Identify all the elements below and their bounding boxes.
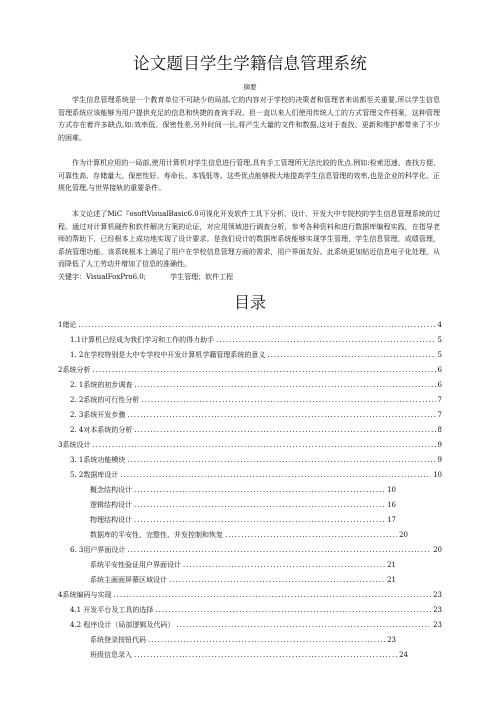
toc-entry[interactable] [90, 635, 396, 645]
keywords-line [58, 272, 233, 282]
toc-entry-text: 1绪论 [58, 321, 77, 329]
toc-leader-dots [176, 621, 431, 629]
toc-entry-text: 2. 4对本系统的分析 [70, 426, 133, 434]
toc-entry-page: 17 [387, 516, 396, 524]
toc-entry-text: 4.1 开发平台及工具的选择 [70, 606, 154, 614]
abstract-paragraph-1: 学生信息管理系统是一个教育单位不可缺少的局部,它的内容对于学校的决策者和管理者来说都至关重要,所以学生信息管理系统应该能够为用户提供充足的信息和快捷的查询手段。但一直以来人们使用传统人工的方式管理文件档案，这种管理方式存在着许多缺点,如:效率低、保密性差,另外时间一长,将产生大量的文件和数据,这对于查找、更新和维护都带来了不少的困难。 [58, 96, 440, 142]
toc-entry[interactable] [58, 590, 442, 600]
toc-leader-dots [148, 636, 385, 644]
toc-entry-page: 23 [433, 591, 442, 599]
toc-entry-page: 6 [437, 381, 442, 389]
toc-entry-page: 9 [437, 456, 442, 464]
toc-entry-page: 20 [433, 546, 442, 554]
toc-entry-page: 23 [433, 606, 442, 614]
toc-entry-page: 8 [437, 426, 442, 434]
toc-entry-text: 概念结构设计 [90, 486, 132, 494]
toc-entry-text: 2. 1系统的初步调查 [70, 381, 133, 389]
keywords-label: 关键字：VisualFoxPro6.0; [58, 273, 147, 281]
toc-entry-text: 5. 2数据库设计 [70, 471, 119, 479]
toc-entry-page: 24 [399, 651, 408, 659]
toc-entry[interactable] [58, 440, 442, 450]
toc-entry-text: 系统平安性验证用户界面设计 [90, 561, 181, 569]
toc-leader-dots [92, 441, 435, 449]
toc-entry-text: 班级信息录入 [90, 651, 132, 659]
toc-entry-text: 1.1计算机已经成为我们学习和工作的得力助手 [70, 336, 215, 344]
toc-leader-dots [127, 411, 435, 419]
toc-leader-dots [92, 366, 435, 374]
toc-entry-text: 2. 2系统的可行性分析 [70, 396, 140, 404]
toc-entry-text: 6. 3用户界面设计 [70, 546, 126, 554]
document-title: 论文题目学生学籍信息管理系统 [133, 54, 367, 73]
toc-entry-text: 系统登录按钮代码 [90, 636, 146, 644]
toc-entry-page: 5 [437, 336, 442, 344]
toc-entry-page: 10 [387, 486, 396, 494]
toc-leader-dots [127, 456, 435, 464]
toc-entry[interactable] [70, 410, 442, 420]
toc-entry-page: 7 [437, 396, 442, 404]
toc-leader-dots [155, 606, 431, 614]
toc-entry[interactable] [90, 515, 396, 525]
toc-leader-dots [134, 651, 397, 659]
toc-entry-page: 21 [387, 576, 396, 584]
toc-entry[interactable] [70, 455, 442, 465]
toc-entry[interactable] [90, 485, 396, 495]
toc-entry-text: 1. 2在学校特别是大中专学校中开发计算机学籍管理系统的意义 [70, 351, 266, 359]
toc-entry[interactable] [90, 575, 396, 585]
toc-entry[interactable] [90, 560, 396, 570]
toc-entry-page: 23 [433, 621, 442, 629]
toc-leader-dots [78, 321, 435, 329]
toc-entry[interactable] [90, 650, 408, 660]
toc-leader-dots [169, 576, 385, 584]
toc-leader-dots [134, 486, 385, 494]
toc-entry-text: 物理结构设计 [90, 516, 132, 524]
toc-entry[interactable] [90, 530, 408, 540]
toc-entry-text: 3系统设计 [58, 441, 91, 449]
toc-entry[interactable] [58, 320, 442, 330]
toc-entry-page: 16 [387, 501, 396, 509]
toc-entry-page: 7 [437, 411, 442, 419]
toc-entry[interactable] [70, 350, 442, 360]
toc-leader-dots [267, 351, 435, 359]
abstract-paragraph-2: 作为计算机应用的一局部,使用计算机对学生信息进行管理,具有手工管理所无法比较的优点.例如:检索迅速、查找方便、可靠性高、存储量大、保密性好、寿命长、本钱低等。这些优点能够极大地提高学生信息管理的效率,也是企业的科学化、正规化管理,与世界接轨的重要条件。 [58, 159, 440, 193]
toc-entry-text: 3. 1系统功能模块 [70, 456, 126, 464]
toc-leader-dots [113, 591, 431, 599]
toc-entry[interactable] [70, 470, 442, 480]
toc-entry-page: 20 [399, 531, 408, 539]
toc-entry-page: 23 [387, 636, 396, 644]
toc-entry-text: 逻辑结构设计 [90, 501, 132, 509]
toc-entry[interactable] [90, 500, 396, 510]
toc-leader-dots [120, 471, 431, 479]
toc-entry[interactable] [70, 395, 442, 405]
toc-leader-dots [134, 501, 385, 509]
toc-entry-text: 系统主画面屏幕区域设计 [90, 576, 167, 584]
toc-entry[interactable] [70, 425, 442, 435]
toc-leader-dots [127, 546, 431, 554]
toc-leader-dots [134, 426, 435, 434]
toc-entry[interactable] [70, 335, 442, 345]
toc-leader-dots [134, 381, 435, 389]
toc-entry-page: 9 [437, 441, 442, 449]
toc-entry-text: 数据库的平安性、完整性、并发控制和恢复 [90, 531, 223, 539]
toc-entry-page: 5 [437, 351, 442, 359]
toc-entry-text: 2. 3系统开发步骤 [70, 411, 126, 419]
toc-leader-dots [141, 396, 435, 404]
toc-entry-text: 4系统编码与实现 [58, 591, 112, 599]
toc-entry[interactable] [70, 620, 442, 630]
toc-entry[interactable] [70, 380, 442, 390]
abstract-paragraph-3: 本文论述了MiC『osoftVisualBasic6.0可视化开发软件工具下分析、设计、开发大中专院校的学生信息管理系统的过程。通过对计算机硬件和软件解决方案的论证，对应用领域进行调查分析，参考各种资料和进行数据库编程实践，在指导老师的帮助下，已经根本上成功地实现了设计要求。是我们设计的数据库系统能够实现学生管理，学生信息管理，成绩管理，系统管理功能。该系统根本上满足了用户在学校信息管理方面的需求，用户界面友好。此系统更加贴近信息电子化处理，从而降低了人工劳动并增加了信息的准确性。 [58, 210, 440, 269]
toc-entry-text: 4.2 程序设计（局部逻辑及代码） [70, 621, 175, 629]
toc-leader-dots [216, 336, 435, 344]
toc-leader-dots [134, 516, 385, 524]
toc-entry-page: 6 [437, 366, 442, 374]
toc-entry-page: 4 [437, 321, 442, 329]
keywords-rest: 学生管理；软件工程 [170, 273, 234, 281]
abstract-label: 摘要 [243, 83, 257, 91]
toc-entry[interactable] [70, 545, 442, 555]
toc-entry-text: 2系统分析 [58, 366, 91, 374]
toc-entry[interactable] [70, 605, 442, 615]
toc-entry[interactable] [58, 365, 442, 375]
toc-entry-page: 10 [433, 471, 442, 479]
toc-entry-page: 21 [387, 561, 396, 569]
toc-heading: 目录 [233, 293, 266, 312]
toc-leader-dots [183, 561, 385, 569]
toc-leader-dots [225, 531, 397, 539]
